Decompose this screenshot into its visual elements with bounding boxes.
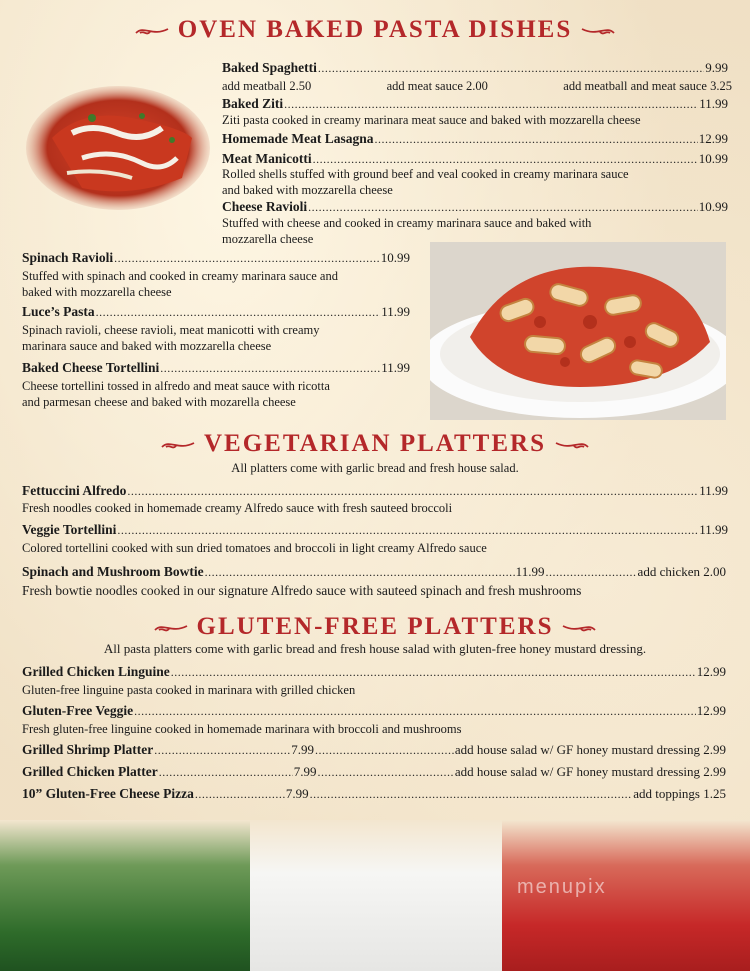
menu-item-grilled-chicken-platter	[22, 764, 726, 780]
flourish-icon	[153, 621, 189, 635]
item-price: 12.99	[696, 664, 726, 679]
item-name: Spinach Ravioli	[22, 250, 114, 265]
item-name: Gluten-Free Veggie	[22, 703, 134, 718]
item-price: 12.99	[696, 703, 726, 718]
vegetarian-subtitle: All platters come with garlic bread and fresh house salad.	[231, 461, 519, 475]
item-name: Baked Cheese Tortellini	[22, 360, 160, 375]
item-price: 9.99	[705, 60, 728, 75]
item-price: 7.99	[293, 764, 317, 779]
menu-item-meat-manicotti	[222, 151, 728, 167]
menu-item-spinach-mushroom-bowtie	[22, 564, 726, 580]
spaghetti-addons: add meatball 2.50 add meat sauce 2.00 add meatball and meat sauce 3.25	[222, 79, 732, 93]
item-name: Homemade Meat Lasagna	[222, 131, 374, 146]
item-description: Fresh bowtie noodles cooked in our signature Alfredo sauce with sauteed spinach and fresh mushrooms	[22, 583, 582, 598]
item-name: Luce’s Pasta	[22, 304, 95, 319]
menu-item-grilled-chicken-linguine	[22, 664, 726, 680]
flourish-icon	[554, 438, 590, 452]
menu-item-meat-lasagna	[222, 131, 728, 147]
menu-item-fettuccini-alfredo	[22, 483, 728, 499]
item-name: Baked Ziti	[222, 96, 284, 111]
menu-item-grilled-shrimp-platter	[22, 742, 726, 758]
item-description: Stuffed with cheese and cooked in creamy marinara sauce and baked with mozzarella cheese	[222, 216, 592, 246]
item-name: Cheese Ravioli	[222, 199, 308, 214]
item-name: 10” Gluten-Free Cheese Pizza	[22, 786, 194, 801]
flourish-icon	[134, 24, 170, 38]
item-description: Rolled shells stuffed with ground beef and veal cooked in creamy marinara sauce and baked with mozzarella cheese	[222, 167, 629, 197]
item-description: Fresh noodles cooked in homemade creamy Alfredo sauce with fresh sauteed broccoli	[22, 501, 453, 515]
item-name: Grilled Chicken Linguine	[22, 664, 170, 679]
menu-item-spinach-ravioli	[22, 250, 410, 266]
vegetarian-section-title: VEGETARIAN PLATTERS	[0, 430, 750, 458]
item-price: 11.99	[381, 360, 410, 375]
item-description: Colored tortellini cooked with sun dried tomatoes and broccoli in light creamy Alfredo sauce	[22, 541, 487, 555]
flourish-icon	[580, 24, 616, 38]
item-description: Cheese tortellini tossed in alfredo and meat sauce with ricotta and parmesan cheese and baked with mozarella cheese	[22, 379, 330, 409]
menu-item-baked-cheese-tortellini	[22, 360, 410, 376]
item-price: 11.99	[699, 522, 728, 537]
item-price: 7.99	[291, 742, 314, 757]
item-price: 7.99	[285, 786, 309, 801]
item-price: 10.99	[698, 151, 728, 166]
item-name: Grilled Chicken Platter	[22, 764, 158, 779]
item-price: 11.99	[381, 304, 410, 319]
menu-item-luces-pasta	[22, 304, 410, 320]
gluten-free-subtitle: All pasta platters come with garlic bread and fresh house salad with gluten-free honey mustard dressing.	[103, 641, 647, 656]
item-price: 10.99	[698, 199, 728, 214]
item-name: Meat Manicotti	[222, 151, 312, 166]
flourish-icon	[561, 621, 597, 635]
baked-ziti-photo	[430, 242, 726, 420]
menu-item-gluten-free-cheese-pizza	[22, 786, 726, 802]
item-name: Baked Spaghetti	[222, 60, 317, 75]
oven-section-title: OVEN BAKED PASTA DISHES	[0, 16, 750, 44]
item-addon: add toppings 1.25	[633, 786, 726, 801]
item-price: 11.99	[699, 96, 728, 111]
item-description: Fresh gluten-free linguine cooked in homemade marinara with broccoli and mushrooms	[22, 722, 462, 736]
menu-item-baked-spaghetti	[222, 60, 728, 76]
item-addon: add house salad w/ GF honey mustard dressing 2.99	[454, 742, 726, 757]
item-name: Grilled Shrimp Platter	[22, 742, 154, 757]
item-name: Spinach and Mushroom Bowtie	[22, 564, 204, 579]
gluten-free-section-title: GLUTEN-FREE PLATTERS	[0, 613, 750, 641]
item-price: 12.99	[698, 131, 728, 146]
flag-white-band	[250, 820, 502, 971]
flourish-icon	[160, 438, 196, 452]
item-name: Fettuccini Alfredo	[22, 483, 127, 498]
menu-item-veggie-tortellini	[22, 522, 728, 538]
item-description: Stuffed with spinach and cooked in creamy marinara sauce and baked with mozzarella cheese	[22, 269, 338, 299]
item-description: Ziti pasta cooked in creamy marinara meat sauce and baked with mozzarella cheese	[222, 113, 641, 127]
item-price: 11.99	[699, 483, 728, 498]
menu-item-cheese-ravioli	[222, 199, 728, 215]
menu-item-baked-ziti	[222, 96, 728, 112]
menu-item-gluten-free-veggie	[22, 703, 726, 719]
item-description: Spinach ravioli, cheese ravioli, meat manicotti with creamy marinara sauce and baked with mozzarella cheese	[22, 323, 320, 353]
item-addon: add chicken 2.00	[637, 564, 726, 579]
menupix-watermark: menupix	[517, 876, 607, 898]
item-price: 11.99	[515, 564, 545, 579]
item-description: Gluten-free linguine pasta cooked in marinara with grilled chicken	[22, 683, 356, 697]
flag-green-band	[0, 820, 250, 971]
item-name: Veggie Tortellini	[22, 522, 117, 537]
lasagna-photo	[22, 78, 214, 218]
item-price: 10.99	[380, 250, 410, 265]
item-addon: add house salad w/ GF honey mustard dressing 2.99	[454, 764, 726, 779]
